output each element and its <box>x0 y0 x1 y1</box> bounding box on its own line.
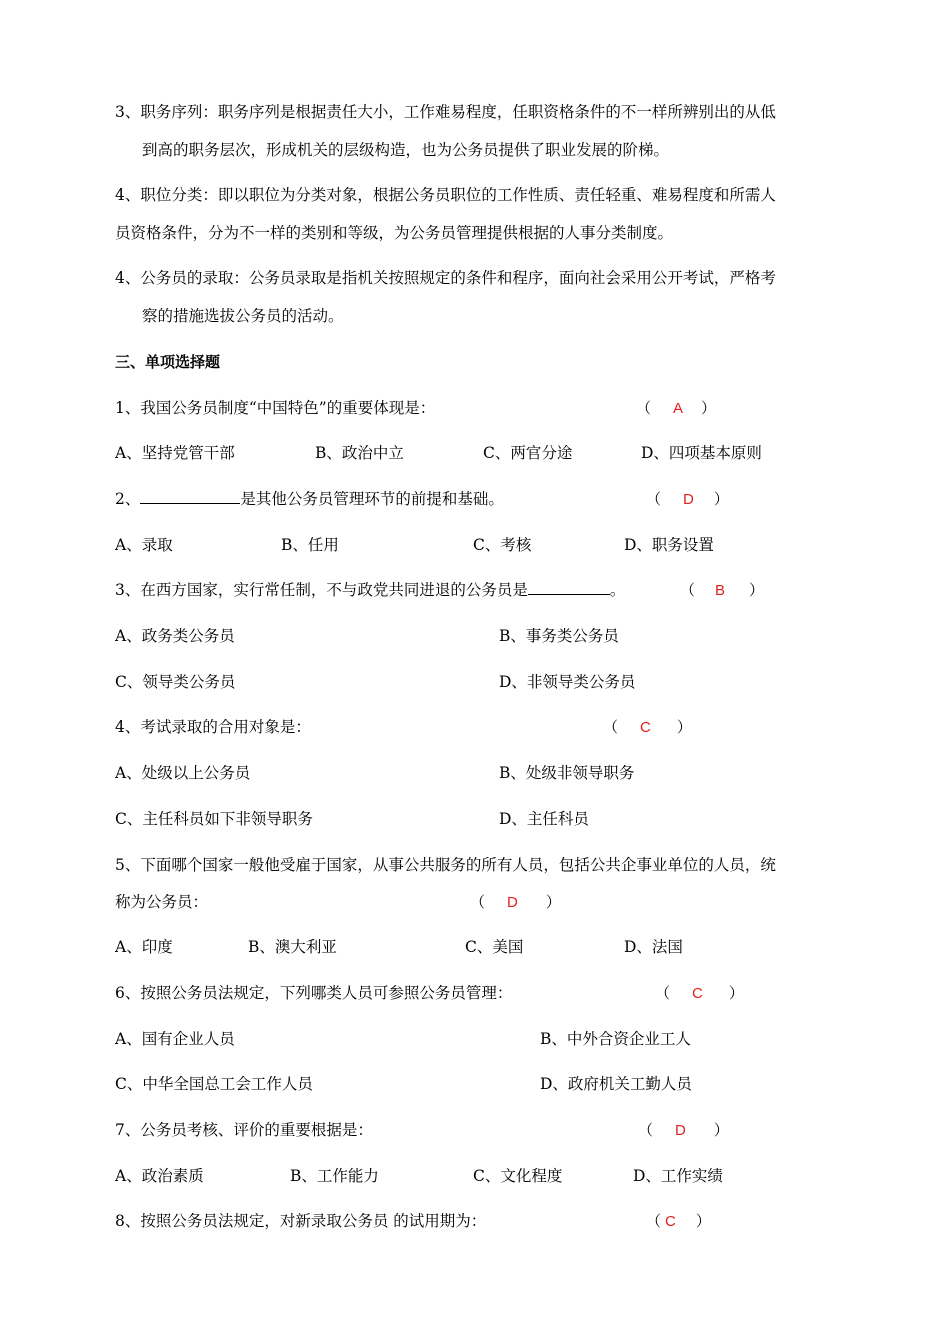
question-7-option-d: D、工作实绩 <box>633 1167 723 1185</box>
question-6-option-c: C、中华全国总工会工作人员 <box>115 1075 313 1093</box>
question-3-option-d: D、非领导类公务员 <box>499 673 636 691</box>
question-7-option-b: B、工作能力 <box>290 1167 379 1185</box>
definition-3-line-1: 3、职务序列：职务序列是根据责任大小，工作难易程度，任职资格条件的不一样所辨别出的从低 <box>115 103 776 121</box>
question-6-option-b: B、中外合资企业工人 <box>540 1030 691 1048</box>
question-3-text: 3、在西方国家，实行常任制，不与政党共同进退的公务员是 。 <box>115 581 626 599</box>
question-5-option-b: B、澳大利亚 <box>248 938 337 956</box>
question-5-option-c: C、美国 <box>465 938 524 956</box>
question-5-text-line-2: 称为公务员： <box>115 893 209 911</box>
question-6-text: 6、按照公务员法规定，下列哪类人员可参照公务员管理： <box>115 984 513 1002</box>
question-7-text: 7、公务员考核、评价的重要根据是： <box>115 1121 373 1139</box>
question-5-answer: （ D ） <box>470 893 561 911</box>
question-7-option-a: A、政治素质 <box>115 1167 204 1185</box>
question-8-text: 8、按照公务员法规定，对新录取公务员 的试用期为： <box>115 1212 487 1230</box>
question-3-answer: （ B ） <box>680 581 765 599</box>
answer-blank <box>140 489 240 504</box>
question-2-option-b: B、任用 <box>281 536 339 554</box>
question-4-option-a: A、处级以上公务员 <box>115 764 251 782</box>
question-1-option-c: C、两官分途 <box>483 444 573 462</box>
question-5-option-a: A、印度 <box>115 938 173 956</box>
question-7-answer: （ D ） <box>638 1121 729 1139</box>
question-6-option-a: A、国有企业人员 <box>115 1030 235 1048</box>
question-4-option-c: C、主任科员如下非领导职务 <box>115 810 313 828</box>
question-2-option-d: D、职务设置 <box>624 536 714 554</box>
question-3-option-b: B、事务类公务员 <box>499 627 619 645</box>
question-5-option-d: D、法国 <box>624 938 683 956</box>
question-1-option-a: A、坚持党管干部 <box>115 444 235 462</box>
question-4-option-d: D、主任科员 <box>499 810 589 828</box>
definition-3-line-2: 到高的职务层次，形成机关的层级构造，也为公务员提供了职业发展的阶梯。 <box>142 141 670 159</box>
question-1-option-d: D、四项基本原则 <box>641 444 762 462</box>
question-6-option-d: D、政府机关工勤人员 <box>540 1075 692 1093</box>
definition-4b-line-1: 4、公务员的录取：公务员录取是指机关按照规定的条件和程序，面向社会采用公开考试，严格考 <box>115 269 776 287</box>
question-4-text: 4、考试录取的合用对象是： <box>115 718 311 736</box>
question-5-text: 5、下面哪个国家一般他受雇于国家，从事公共服务的所有人员，包括公共企事业单位的人员，统 <box>115 856 776 874</box>
question-6-answer: （ C ） <box>655 984 744 1002</box>
question-3-option-a: A、政务类公务员 <box>115 627 235 645</box>
section-title: 三、单项选择题 <box>115 353 221 371</box>
question-7-option-c: C、文化程度 <box>473 1167 563 1185</box>
question-4-option-b: B、处级非领导职务 <box>499 764 635 782</box>
question-8-answer: （ C ） <box>646 1212 711 1230</box>
question-2-option-a: A、录取 <box>115 536 173 554</box>
question-2-text: 2、 是其他公务员管理环节的前提和基础。 <box>115 490 504 508</box>
question-4-answer: （ C ） <box>603 718 692 736</box>
answer-blank <box>528 580 610 595</box>
question-3-option-c: C、领导类公务员 <box>115 673 236 691</box>
question-1-text: 1、我国公务员制度“中国特色”的重要体现是： <box>115 399 436 417</box>
definition-4-line-2: 员资格条件，分为不一样的类别和等级，为公务员管理提供根据的人事分类制度。 <box>115 224 674 242</box>
question-2-option-c: C、考核 <box>473 536 532 554</box>
question-1-answer: （ A ） <box>636 399 717 417</box>
definition-4-line-1: 4、职位分类：即以职位为分类对象，根据公务员职位的工作性质、责任轻重、难易程度和所需人 <box>115 186 776 204</box>
definition-4b-line-2: 察的措施选拔公务员的活动。 <box>142 307 344 325</box>
question-2-answer: （ D ） <box>646 490 729 508</box>
question-1-option-b: B、政治中立 <box>315 444 404 462</box>
